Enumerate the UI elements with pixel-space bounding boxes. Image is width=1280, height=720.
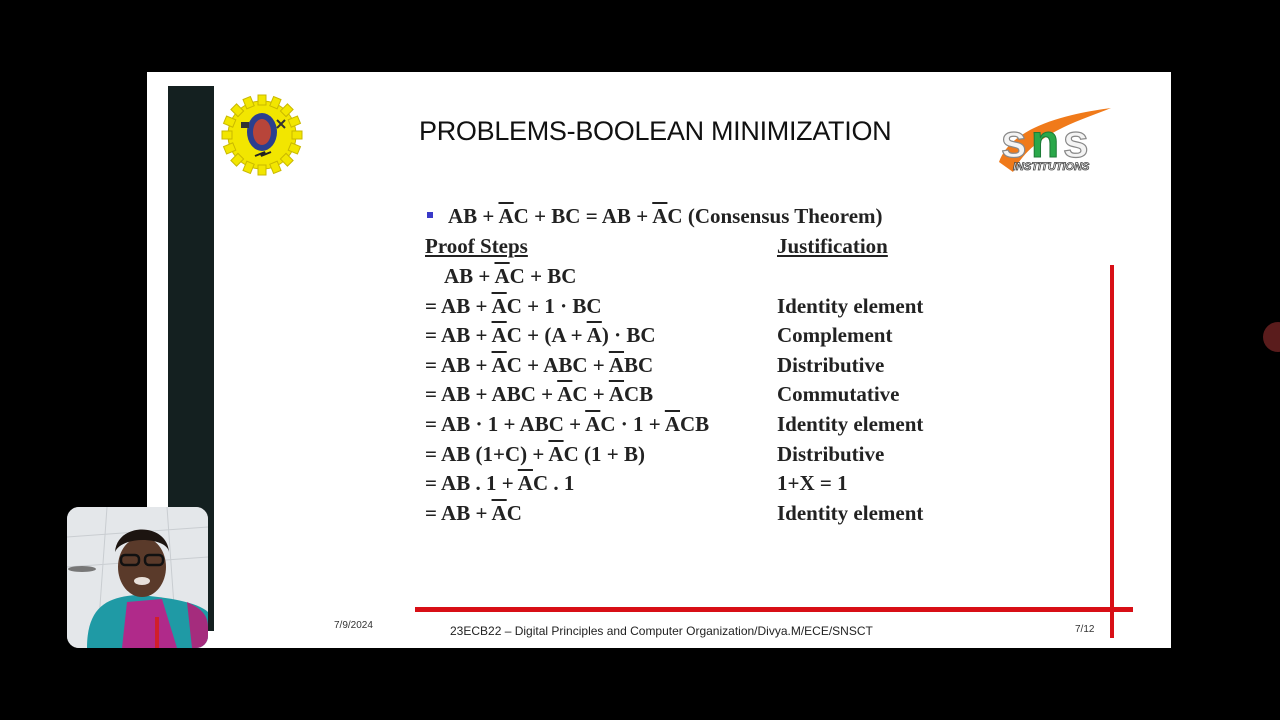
proof-step-expression: = AB + $\overline{A}C$ <box>425 500 522 525</box>
proof-step-justification: Distributive <box>777 352 885 377</box>
proof-step-expression: AB + $\overline{A}C$ + BC <box>444 264 577 288</box>
proof-step-expression: = AB + $\overline{A}C + (A + \overline{A})$ · BC <box>425 323 656 348</box>
proof-steps-header: Proof Steps <box>425 234 528 258</box>
college-emblem-logo <box>221 94 303 176</box>
svg-text:s: s <box>1001 115 1027 167</box>
footer-page-number: 7/12 <box>1075 624 1095 635</box>
proof-step-expression: = AB + ABC + $\overline{A}C + \overline{A}CB$ <box>425 382 654 407</box>
proof-step-expression: = AB + $\overline{A}C + 1$ · BC <box>425 293 602 318</box>
proof-step-justification: Identity element <box>777 293 924 318</box>
svg-text:s: s <box>1063 115 1089 167</box>
svg-text:INSTITUTIONS: INSTITUTIONS <box>1013 161 1090 173</box>
bullet-icon <box>427 212 433 218</box>
proof-step-justification: Distributive <box>777 441 885 466</box>
proof-step-justification: Complement <box>777 323 893 348</box>
proof-step-expression: = AB $(1+C) + \overline{A}C$ (1 + B) <box>425 441 645 466</box>
slide-title: PROBLEMS-BOOLEAN MINIMIZATION <box>419 116 892 146</box>
presentation-slide: s n s INSTITUTIONS PROBLEMS-BOOLEAN MINIMIZATION AB + $\overline{A}C$ + BC = AB + $\overline{A}C$ (Consensus Theorem) Proof Steps Justification AB + $\overline{A}C$ + BC = AB + $\overline{A}C + 1$ · BC Identity element = AB + $\overline{A}C + (A + \overline{A})$ · BC Complement = AB + $\overline{A}C$ + ABC + $\overline{A}BC$ Distributive = AB + ABC + $\overline{A}C + \overline{A}CB$ Commutative = AB · 1 + ABC + $\overline{A}C \cdot 1 + \overline{A}CB$ Identity element = AB $(1+C) + \overline{A}C$ (1 + B) Distributive = AB . $1 + \overline{A}C$ . 1 1+X = 1 = AB + $\overline{A}C$ Identity element 7/9/2024 23ECB22 – Digital Principles and Computer Organization/Divya.M/ECE/SNSCT 7/12 <box>147 72 1171 648</box>
footer-date: 7/9/2024 <box>334 620 373 631</box>
proof-step-justification: Identity element <box>777 500 924 525</box>
red-horizontal-divider <box>415 607 1133 612</box>
footer-course-info: 23ECB22 – Digital Principles and Computer Organization/Divya.M/ECE/SNSCT <box>450 624 873 638</box>
red-vertical-divider <box>1110 265 1114 638</box>
proof-step-justification: Commutative <box>777 382 900 407</box>
proof-step-justification: 1+X = 1 <box>777 471 848 496</box>
presenter-video-icon <box>67 507 208 648</box>
presenter-webcam-overlay[interactable] <box>67 507 208 648</box>
justification-header: Justification <box>777 234 888 258</box>
proof-step-expression: = AB · 1 + ABC + $\overline{A}C \cdot 1 + \overline{A}CB$ <box>425 412 710 436</box>
svg-text:n: n <box>1031 115 1060 167</box>
side-recording-indicator[interactable] <box>1263 322 1280 352</box>
proof-step-expression: = AB + $\overline{A}C$ + ABC + $\overline{A}BC$ <box>425 352 654 377</box>
sns-institutions-logo <box>993 102 1115 178</box>
proof-step-expression: = AB . $1 + \overline{A}C$ . 1 <box>425 471 575 496</box>
proof-step-justification: Identity element <box>777 412 924 436</box>
